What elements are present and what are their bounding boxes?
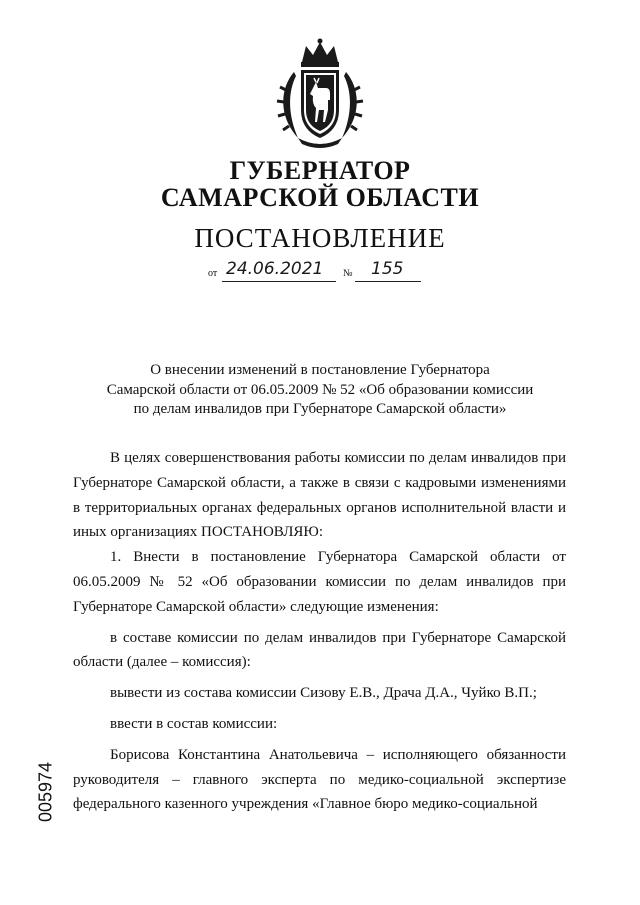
document-type-heading: ПОСТАНОВЛЕНИЕ xyxy=(194,223,446,253)
serial-number: 005974 xyxy=(35,761,56,823)
body-paragraph: вывести из состава комиссии Сизову Е.В., Драча Д.А., Чуйко В.П.; xyxy=(110,685,537,702)
date-prefix-label: от xyxy=(208,268,218,279)
body-paragraph: Борисова Константина Анатольевича – исполняющего обязанности руководителя – главного эксперта по медико-социальной экспертизе федерального казенного учреждения «Главное бюро медико-социальной xyxy=(73,746,566,813)
body-paragraph: в составе комиссии по делам инвалидов при Губернаторе Самарской области (далее – комиссия): xyxy=(73,629,566,671)
number-label: № xyxy=(343,268,353,279)
region-title: САМАРСКОЙ ОБЛАСТИ xyxy=(160,183,480,212)
samara-coat-of-arms-icon xyxy=(272,38,368,150)
body-paragraph: ввести в состав комиссии: xyxy=(110,715,278,732)
subject-line: по делам инвалидов при Губернаторе Самарской области» xyxy=(133,401,507,417)
document-subject xyxy=(60,361,580,420)
handwritten-date: 24.06.2021 xyxy=(226,259,324,279)
subject-line: Самарской области от 06.05.2009 № 52 «Об образовании комиссии xyxy=(106,381,534,398)
number-underline xyxy=(355,281,421,282)
document-body xyxy=(73,446,566,817)
handwritten-number: 155 xyxy=(371,259,404,279)
body-paragraph: В целях совершенствования работы комиссии по делам инвалидов при Губернаторе Самарской области, а также в связи с кадровыми изменениями в территориальных органах федеральных органов исполнительной власти и иных организациях ПОСТАНОВЛЯЮ: xyxy=(73,450,566,541)
side-serial-stamp xyxy=(34,752,58,832)
date-underline xyxy=(222,281,336,282)
body-paragraph: 1. Внести в постановление Губернатора Самарской области от 06.05.2009 № 52 «Об образовании комиссии по делам инвалидов при Губернаторе Самарской области» следующие изменения: xyxy=(73,549,566,615)
governor-title: ГУБЕРНАТОР xyxy=(229,156,411,185)
subject-line: О внесении изменений в постановление Губернатора xyxy=(150,362,490,378)
